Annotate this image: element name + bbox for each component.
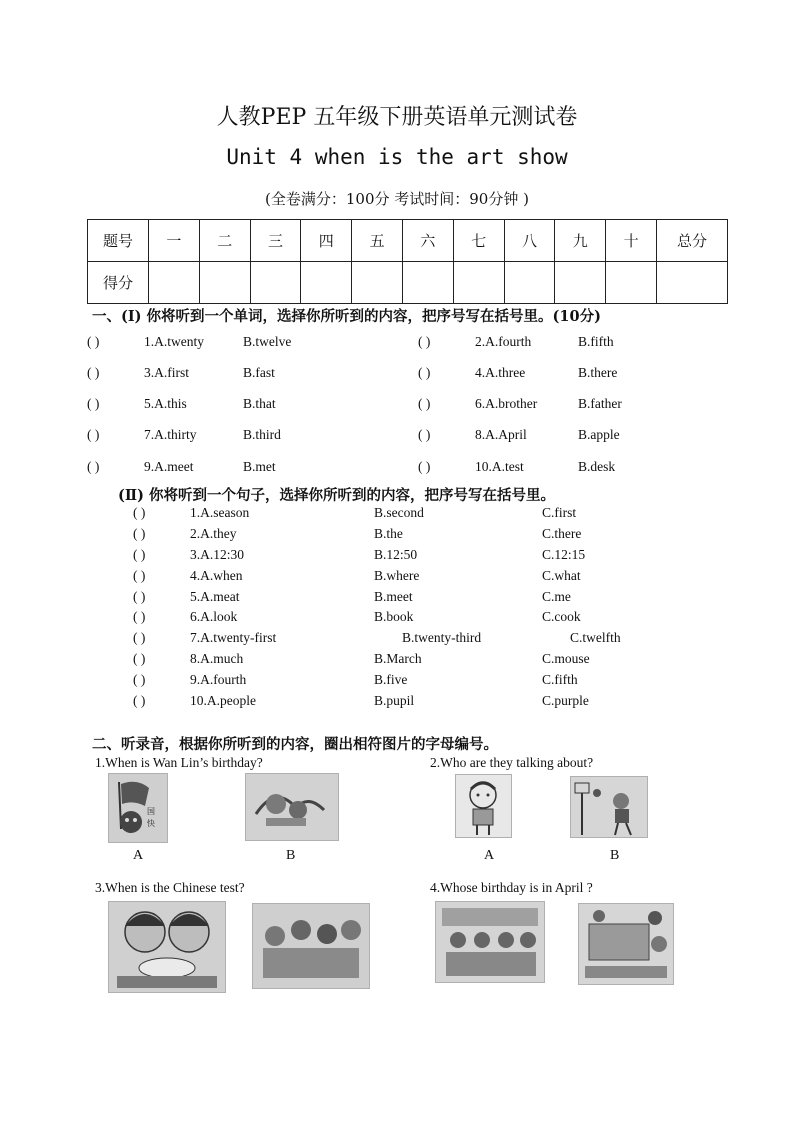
boy-icon (456, 775, 511, 837)
option-b: B.the (374, 526, 403, 541)
option-a: 10.A.test (475, 459, 524, 474)
option-a: 1.A.twenty (144, 334, 204, 349)
s1-row-4 (0, 427, 794, 447)
option-c: C.what (542, 568, 581, 583)
score-col-8: 八 (504, 220, 555, 262)
birthday-card-icon (246, 774, 338, 840)
option-b: B.12:50 (374, 547, 418, 562)
children-cake-icon (109, 902, 225, 992)
option-b: B.fast (243, 365, 275, 380)
option-a: 7.A.thirty (144, 427, 197, 442)
s1-row-3 (0, 396, 794, 416)
section2-heading: 二、听录音，根据你所听到的内容，圈出相符图片的字母编号。 (92, 736, 498, 753)
option-c: C.12:15 (542, 547, 586, 562)
score-cell[interactable] (555, 262, 606, 304)
section1-heading: 一、(Ⅰ) 你将听到一个单词，选择你所听到的内容，把序号写在括号里。(10分) (92, 308, 601, 325)
score-table-row-label: 得分 (88, 262, 149, 304)
score-col-10: 十 (606, 220, 657, 262)
answer-bracket[interactable]: ( ) (418, 334, 431, 349)
question-3: 3.When is the Chinese test? (95, 880, 245, 895)
option-b: B.twenty-third (402, 630, 482, 645)
s1b-row-8 (0, 651, 794, 671)
answer-bracket[interactable]: ( ) (133, 609, 146, 624)
s1b-row-5 (0, 589, 794, 609)
option-a: 7.A.twenty-first (190, 630, 277, 645)
s1b-row-4 (0, 568, 794, 588)
page-title: 人教PEP 五年级下册英语单元测试卷 (216, 105, 578, 130)
s1b-row-6 (0, 609, 794, 629)
option-a: 2.A.fourth (475, 334, 532, 349)
q4-picture-a[interactable] (435, 901, 545, 983)
option-a: 1.A.season (190, 505, 250, 520)
option-a: 3.A.12:30 (190, 547, 244, 562)
s1-row-5 (0, 459, 794, 479)
answer-bracket[interactable]: ( ) (418, 459, 431, 474)
score-cell[interactable] (250, 262, 301, 304)
option-a: 5.A.this (144, 396, 187, 411)
option-a: 3.A.first (144, 365, 189, 380)
option-b: B.pupil (374, 693, 415, 708)
option-b: B.apple (578, 427, 620, 442)
q1-picture-b[interactable] (245, 773, 339, 841)
score-cell[interactable] (149, 262, 200, 304)
group-people-icon (253, 904, 369, 988)
score-cell[interactable] (606, 262, 657, 304)
option-b: B.fifth (578, 334, 614, 349)
option-b: B.second (374, 505, 424, 520)
option-c: C.cook (542, 609, 581, 624)
answer-bracket[interactable]: ( ) (133, 672, 146, 687)
s1b-row-9 (0, 672, 794, 692)
answer-bracket[interactable]: ( ) (87, 334, 100, 349)
s1b-row-7 (0, 630, 794, 650)
option-b: B.father (578, 396, 622, 411)
q1-label-b: B (286, 848, 296, 863)
option-a: 2.A.they (190, 526, 237, 541)
question-4: 4.Whose birthday is in April ? (430, 880, 593, 895)
answer-bracket[interactable]: ( ) (418, 365, 431, 380)
exam-meta: (全卷满分：100分 考试时间：90分钟 ) (265, 190, 529, 208)
score-col-4: 四 (301, 220, 352, 262)
option-c: C.fifth (542, 672, 578, 687)
flag-hand-icon (109, 774, 167, 842)
classroom-kids-icon (436, 902, 544, 982)
answer-bracket[interactable]: ( ) (133, 505, 146, 520)
answer-bracket[interactable]: ( ) (87, 365, 100, 380)
q2-label-b: B (610, 848, 620, 863)
score-col-total: 总分 (657, 220, 728, 262)
score-col-3: 三 (250, 220, 301, 262)
option-a: 6.A.look (190, 609, 238, 624)
option-b: B.book (374, 609, 414, 624)
score-cell[interactable] (504, 262, 555, 304)
q1-picture-a[interactable] (108, 773, 168, 843)
score-table-header-label: 题号 (88, 220, 149, 262)
s1-row-1 (0, 334, 794, 354)
section1b-heading: (Ⅱ) 你将听到一个句子，选择你所听到的内容，把序号写在括号里。 (118, 487, 555, 504)
option-c: C.twelfth (570, 630, 621, 645)
option-a: 4.A.three (475, 365, 526, 380)
answer-bracket[interactable]: ( ) (418, 396, 431, 411)
score-cell[interactable] (657, 262, 728, 304)
answer-bracket[interactable]: ( ) (133, 630, 146, 645)
option-a: 5.A.meat (190, 589, 240, 604)
score-col-2: 二 (199, 220, 250, 262)
answer-bracket[interactable]: ( ) (133, 526, 146, 541)
option-b: B.there (578, 365, 618, 380)
q1-label-a: A (133, 848, 144, 863)
answer-bracket[interactable]: ( ) (418, 427, 431, 442)
option-a: 6.A.brother (475, 396, 538, 411)
score-cell[interactable] (301, 262, 352, 304)
q3-picture-a[interactable] (108, 901, 226, 993)
option-b: B.that (243, 396, 276, 411)
q2-picture-b[interactable] (570, 776, 648, 838)
answer-bracket[interactable]: ( ) (133, 693, 146, 708)
option-a: 4.A.when (190, 568, 243, 583)
score-col-9: 九 (555, 220, 606, 262)
birthday-party-icon (579, 904, 673, 984)
score-col-1: 一 (149, 220, 200, 262)
answer-bracket[interactable]: ( ) (133, 589, 146, 604)
option-c: C.first (542, 505, 577, 520)
score-table (87, 219, 728, 304)
option-a: 10.A.people (190, 693, 256, 708)
q4-picture-b[interactable] (578, 903, 674, 985)
s1b-row-2 (0, 526, 794, 546)
option-c: C.there (542, 526, 582, 541)
unit-subtitle: Unit 4 when is the art show (226, 145, 568, 169)
option-b: B.third (243, 427, 281, 442)
basketball-player-icon (571, 777, 647, 837)
option-b: B.twelve (243, 334, 292, 349)
question-2: 2.Who are they talking about? (430, 755, 594, 770)
svg-text:国: 国 (147, 807, 155, 816)
svg-text:快: 快 (147, 819, 155, 828)
option-b: B.where (374, 568, 420, 583)
s1b-row-3 (0, 547, 794, 567)
option-c: C.purple (542, 693, 589, 708)
q2-label-a: A (484, 848, 495, 863)
option-a: 9.A.fourth (190, 672, 247, 687)
score-table-header-row (88, 220, 728, 262)
s1-row-2 (0, 365, 794, 385)
option-a: 9.A.meet (144, 459, 194, 474)
answer-bracket[interactable]: ( ) (133, 547, 146, 562)
score-cell[interactable] (453, 262, 504, 304)
option-a: 8.A.much (190, 651, 244, 666)
score-col-5: 五 (352, 220, 403, 262)
answer-bracket[interactable]: ( ) (87, 427, 100, 442)
option-c: C.mouse (542, 651, 590, 666)
option-a: 8.A.April (475, 427, 527, 442)
option-b: B.March (374, 651, 422, 666)
option-b: B.met (243, 459, 276, 474)
answer-bracket[interactable]: ( ) (87, 396, 100, 411)
s1b-row-1 (0, 505, 794, 525)
s1b-row-10 (0, 693, 794, 713)
score-cell[interactable] (402, 262, 453, 304)
option-c: C.me (542, 589, 571, 604)
score-cell[interactable] (199, 262, 250, 304)
option-b: B.meet (374, 589, 413, 604)
score-col-7: 七 (453, 220, 504, 262)
q3-picture-b[interactable] (252, 903, 370, 989)
q2-picture-a[interactable] (455, 774, 512, 838)
score-col-6: 六 (402, 220, 453, 262)
question-1: 1.When is Wan Lin’s birthday? (95, 755, 263, 770)
score-cell[interactable] (352, 262, 403, 304)
answer-bracket[interactable]: ( ) (87, 459, 100, 474)
score-table-score-row (88, 262, 728, 304)
option-b: B.desk (578, 459, 616, 474)
option-b: B.five (374, 672, 408, 687)
answer-bracket[interactable]: ( ) (133, 651, 146, 666)
answer-bracket[interactable]: ( ) (133, 568, 146, 583)
